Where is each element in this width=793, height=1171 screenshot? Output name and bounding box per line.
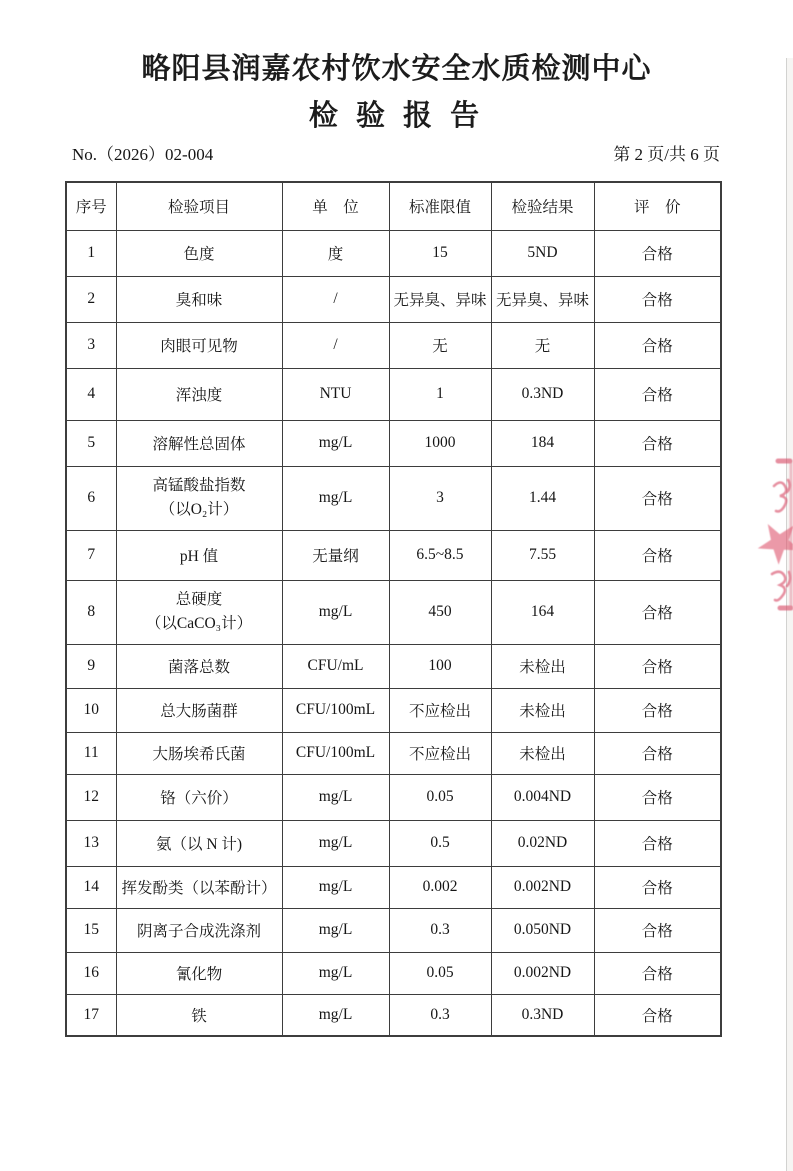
cell-evaluation: 合格 [594, 466, 721, 530]
cell-unit: CFU/100mL [282, 732, 389, 774]
table-row [66, 466, 721, 530]
cell-item: 阴离子合成洗涤剂 [116, 908, 282, 952]
cell-item-line1: 高锰酸盐指数 [152, 476, 246, 494]
results-table [65, 181, 722, 1037]
cell-limit: 0.3 [389, 994, 491, 1036]
cell-item: 浑浊度 [116, 368, 282, 420]
cell-result: 0.002ND [491, 866, 594, 908]
cell-no: 7 [66, 530, 116, 580]
cell-result: 未检出 [491, 644, 594, 688]
cell-result: 无异臭、异味 [491, 276, 594, 322]
cell-no: 16 [66, 952, 116, 994]
cell-result: 0.3ND [491, 368, 594, 420]
cell-result: 0.002ND [491, 952, 594, 994]
cell-evaluation: 合格 [594, 820, 721, 866]
cell-unit: mg/L [282, 952, 389, 994]
cell-limit: 450 [389, 580, 491, 644]
cell-limit: 无 [389, 322, 491, 368]
cell-evaluation: 合格 [594, 276, 721, 322]
cell-unit: mg/L [282, 866, 389, 908]
cell-unit: mg/L [282, 908, 389, 952]
cell-item-line2: （以CaCO₃计） [145, 615, 253, 632]
table-row [66, 952, 721, 994]
cell-evaluation: 合格 [594, 908, 721, 952]
cell-evaluation: 合格 [594, 688, 721, 732]
cell-limit: 15 [389, 230, 491, 276]
cell-result: 无 [491, 322, 594, 368]
table-row [66, 580, 721, 644]
cell-evaluation: 合格 [594, 230, 721, 276]
col-header-evaluation: 评 价 [594, 182, 721, 230]
cell-limit: 0.002 [389, 866, 491, 908]
cell-evaluation: 合格 [594, 644, 721, 688]
table-row [66, 866, 721, 908]
cell-no: 1 [66, 230, 116, 276]
cell-item: 菌落总数 [116, 644, 282, 688]
cell-item: 挥发酚类（以苯酚计） [116, 866, 282, 908]
cell-evaluation: 合格 [594, 530, 721, 580]
cell-no: 10 [66, 688, 116, 732]
org-name: 略阳县润嘉农村饮水安全水质检测中心 [141, 53, 652, 85]
cell-unit: mg/L [282, 820, 389, 866]
col-header-limit: 标准限值 [389, 182, 491, 230]
cell-no: 8 [66, 580, 116, 644]
cell-result: 未检出 [491, 688, 594, 732]
cell-limit: 不应检出 [389, 732, 491, 774]
report-title: 检 验 报 告 [308, 100, 485, 132]
cell-unit: mg/L [282, 466, 389, 530]
cell-item: 溶解性总固体 [116, 420, 282, 466]
cell-item [116, 466, 282, 530]
col-header-item: 检验项目 [116, 182, 282, 230]
page-edge-shade [787, 58, 793, 1171]
cell-evaluation: 合格 [594, 866, 721, 908]
table-row [66, 820, 721, 866]
cell-no: 11 [66, 732, 116, 774]
cell-no: 15 [66, 908, 116, 952]
table-row [66, 276, 721, 322]
report-meta [72, 140, 720, 165]
cell-unit: NTU [282, 368, 389, 420]
cell-result: 0.050ND [491, 908, 594, 952]
cell-limit: 3 [389, 466, 491, 530]
cell-item: 铬（六价） [116, 774, 282, 820]
table-row [66, 322, 721, 368]
cell-result: 0.004ND [491, 774, 594, 820]
cell-unit: CFU/100mL [282, 688, 389, 732]
cell-result: 未检出 [491, 732, 594, 774]
table-row [66, 530, 721, 580]
cell-no: 4 [66, 368, 116, 420]
cell-item: 铁 [116, 994, 282, 1036]
cell-item: 氨（以 N 计) [116, 820, 282, 866]
cell-result: 184 [491, 420, 594, 466]
cell-limit: 1000 [389, 420, 491, 466]
cell-unit: 无量纲 [282, 530, 389, 580]
cell-evaluation: 合格 [594, 322, 721, 368]
cell-no: 3 [66, 322, 116, 368]
col-header-no: 序号 [66, 182, 116, 230]
cell-limit: 0.05 [389, 774, 491, 820]
cell-item: 氰化物 [116, 952, 282, 994]
cell-unit: / [282, 276, 389, 322]
cell-no: 12 [66, 774, 116, 820]
cell-item: 肉眼可见物 [116, 322, 282, 368]
cell-item [116, 580, 282, 644]
table-row [66, 732, 721, 774]
cell-evaluation: 合格 [594, 994, 721, 1036]
cell-unit: 度 [282, 230, 389, 276]
cell-limit: 不应检出 [389, 688, 491, 732]
cell-no: 9 [66, 644, 116, 688]
cell-unit: mg/L [282, 420, 389, 466]
cell-item-line1: 总硬度 [175, 590, 223, 608]
page-edge-line [786, 58, 787, 1171]
table-row [66, 908, 721, 952]
cell-unit: mg/L [282, 774, 389, 820]
col-header-unit: 单 位 [282, 182, 389, 230]
cell-no: 17 [66, 994, 116, 1036]
cell-limit: 0.5 [389, 820, 491, 866]
cell-evaluation: 合格 [594, 420, 721, 466]
cell-unit: CFU/mL [282, 644, 389, 688]
table-header-row [66, 182, 721, 230]
cell-item-line2: （以O₂计） [159, 501, 239, 518]
cell-limit: 0.05 [389, 952, 491, 994]
cell-evaluation: 合格 [594, 368, 721, 420]
cell-item: 色度 [116, 230, 282, 276]
cell-result: 0.3ND [491, 994, 594, 1036]
cell-no: 6 [66, 466, 116, 530]
cell-no: 13 [66, 820, 116, 866]
cell-evaluation: 合格 [594, 732, 721, 774]
cell-item: pH 值 [116, 530, 282, 580]
cell-no: 14 [66, 866, 116, 908]
cell-limit: 100 [389, 644, 491, 688]
cell-item: 总大肠菌群 [116, 688, 282, 732]
cell-unit: mg/L [282, 580, 389, 644]
cell-limit: 0.3 [389, 908, 491, 952]
table-row [66, 368, 721, 420]
cell-unit: mg/L [282, 994, 389, 1036]
cell-item: 大肠埃希氏菌 [116, 732, 282, 774]
page-indicator: 第 2 页/共 6 页 [613, 145, 720, 164]
cell-limit: 无异臭、异味 [389, 276, 491, 322]
cell-result: 5ND [491, 230, 594, 276]
report-number: No.（2026）02-004 [72, 145, 214, 164]
cell-result: 0.02ND [491, 820, 594, 866]
report-page [0, 50, 793, 1171]
cell-result: 1.44 [491, 466, 594, 530]
cell-unit: / [282, 322, 389, 368]
cell-evaluation: 合格 [594, 774, 721, 820]
cell-limit: 6.5~8.5 [389, 530, 491, 580]
table-row [66, 688, 721, 732]
cell-result: 7.55 [491, 530, 594, 580]
table-row [66, 994, 721, 1036]
cell-evaluation: 合格 [594, 952, 721, 994]
table-row [66, 230, 721, 276]
cell-no: 2 [66, 276, 116, 322]
cell-item: 臭和味 [116, 276, 282, 322]
cell-result: 164 [491, 580, 594, 644]
cell-no: 5 [66, 420, 116, 466]
col-header-result: 检验结果 [491, 182, 594, 230]
table-row [66, 420, 721, 466]
table-row [66, 774, 721, 820]
table-row [66, 644, 721, 688]
cell-evaluation: 合格 [594, 580, 721, 644]
cell-limit: 1 [389, 368, 491, 420]
